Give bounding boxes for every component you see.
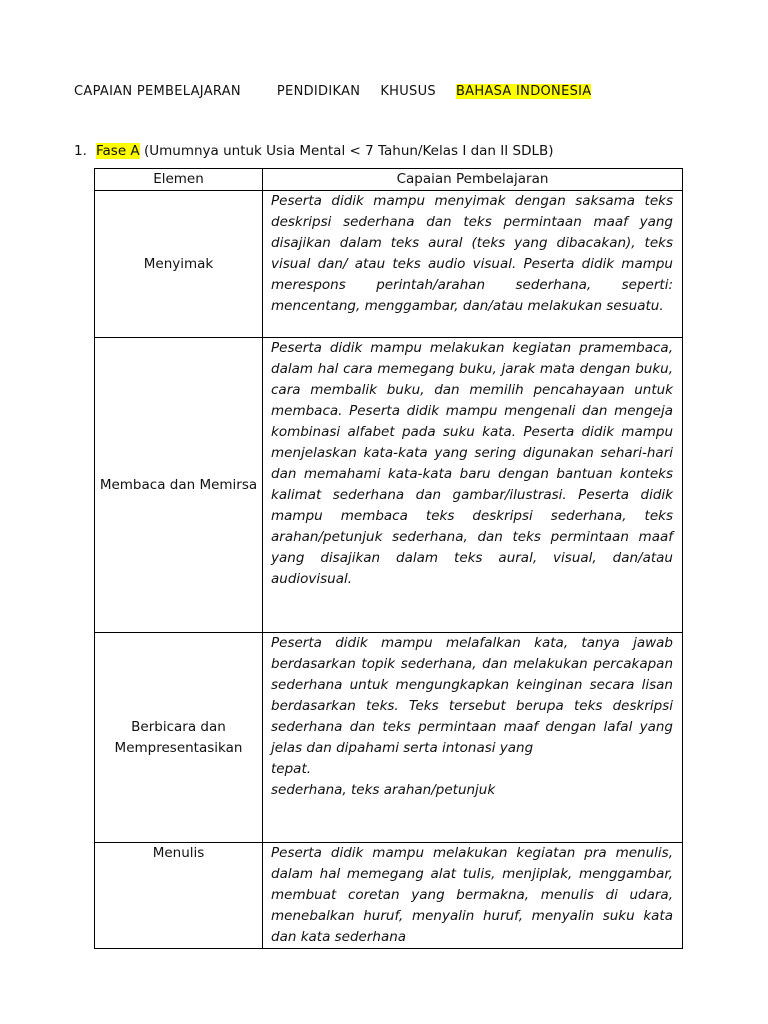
capaian-table bbox=[94, 168, 683, 949]
header-elemen: Elemen bbox=[95, 169, 263, 191]
capaian-text: Peserta didik mampu melafalkan kata, tanya jawab berdasarkan topik sederhana, dan melakukan percakapan sederhana untuk mengungkapkan keinginan secara lisan berdasarkan teks. Teks tersebut berupa teks deskripsi sederhana dan teks permintaan maaf dengan lafal yang jelas dan dipahami serta intonasi yang bbox=[271, 635, 673, 756]
title-highlight: BAHASA INDONESIA bbox=[455, 84, 592, 99]
capaian-text-line-2: tepat. bbox=[271, 761, 312, 777]
fase-heading bbox=[74, 141, 694, 161]
fase-description: (Umumnya untuk Usia Mental < 7 Tahun/Kelas I dan II SDLB) bbox=[143, 143, 554, 159]
fase-label: Fase A bbox=[96, 143, 140, 159]
elemen-cell: Menyimak bbox=[95, 191, 263, 338]
header-capaian: Capaian Pembelajaran bbox=[263, 169, 683, 191]
capaian-text-line-3: sederhana, teks arahan/petunjuk bbox=[271, 782, 496, 798]
elemen-cell bbox=[95, 338, 263, 633]
capaian-cell bbox=[263, 633, 683, 843]
elemen-cell: Berbicara dan Mempresentasikan bbox=[95, 633, 263, 843]
title-part-3: KHUSUS bbox=[380, 84, 436, 99]
table-header-row bbox=[95, 169, 683, 191]
table-row bbox=[95, 338, 683, 633]
elemen-cell: Menulis bbox=[95, 843, 263, 949]
list-number: 1. bbox=[74, 143, 87, 159]
document-title bbox=[74, 78, 674, 105]
capaian-cell: Peserta didik mampu melakukan kegiatan pramembaca, dalam hal cara memegang buku, jarak mata dengan buku, cara membalik buku, dan memilih pencahayaan untuk membaca. Peserta didik mampu mengenali dan mengeja kombinasi alfabet pada suku kata. Peserta didik mampu menjelaskan kata-kata yang sering digunakan sehari-hari dan memahami kata-kata baru dengan bantuan konteks kalimat sederhana dan gambar/ilustrasi. Peserta didik mampu membaca teks deskripsi sederhana, teks arahan/petunjuk sederhana, dan teks permintaan maaf yang disajikan dalam teks aural, visual, dan/atau audiovisual. bbox=[263, 338, 683, 633]
table-row bbox=[95, 633, 683, 843]
title-part-1: CAPAIAN PEMBELAJARAN bbox=[74, 84, 241, 99]
capaian-cell: Peserta didik mampu menyimak dengan saksama teks deskripsi sederhana dan teks permintaan maaf yang disajikan dalam teks aural (teks yang dibacakan), teks visual dan/ atau teks audio visual. Peserta didik mampu merespons perintah/arahan sederhana, seperti: mencentang, menggambar, dan/atau melakukan sesuatu. bbox=[263, 191, 683, 338]
title-part-2: PENDIDIKAN bbox=[276, 84, 361, 99]
table-row bbox=[95, 191, 683, 338]
capaian-cell: Peserta didik mampu melakukan kegiatan pra menulis, dalam hal memegang alat tulis, menjiplak, menggambar, membuat coretan yang bermakna, menulis di udara, menebalkan huruf, menyalin huruf, menyalin suku kata dan kata sederhana bbox=[263, 843, 683, 949]
elemen-text: Membaca dan Memirsa bbox=[99, 476, 258, 493]
table-row bbox=[95, 843, 683, 949]
